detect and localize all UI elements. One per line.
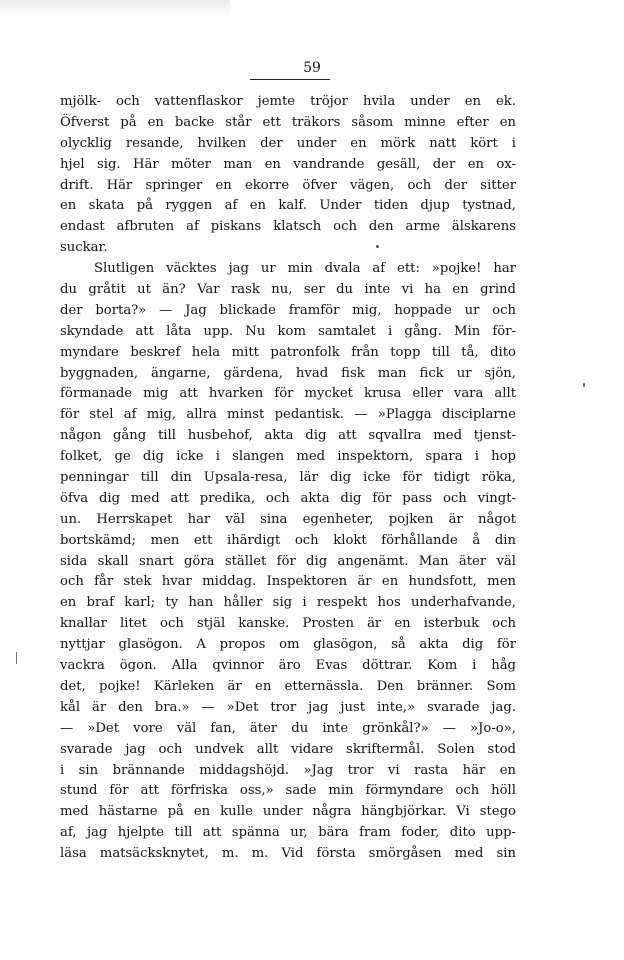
text-line: öfva dig med att predika, och akta dig för pass och vingt- [60, 490, 516, 506]
paragraph-start-line: Slutligen väcktes jag ur min dvala af ett: »pojke! har [94, 261, 516, 277]
text-line: med hästarne på en kulle under några hängbjörkar. Vi stego [60, 804, 516, 820]
text-line: endast afbruten af piskans klatsch och den arme älskarens [60, 219, 516, 235]
text-line: hjel sig. Här möter man en vandrande gesäll, der en ox- [60, 156, 516, 172]
text-line: du gråtit ut än? Var rask nu, ser du inte vi ha en grind [60, 282, 516, 298]
text-line: Öfverst på en backe står ett träkors såsom minne efter en [60, 114, 516, 130]
paragraph-end-line: suckar. [60, 240, 108, 256]
ink-speck [376, 245, 379, 248]
text-line: myndare beskref hela mitt patronfolk från topp till tå, dito [60, 344, 516, 360]
page-number: 59 [303, 60, 321, 76]
text-line: sida skall snart göra stället för dig angenämt. Man äter väl [60, 553, 516, 569]
text-line: förmanade mig att hvarken för mycket krusa eller vara allt [60, 386, 516, 402]
text-line: skyndade att låta upp. Nu kom samtalet i gång. Min för- [60, 323, 516, 339]
body-text [60, 92, 516, 865]
text-line: en braf karl; ty han håller sig i respekt hos underhafvande, [60, 595, 516, 611]
text-line: stund för att förfriska oss,» sade min förmyndare och höll [60, 783, 516, 799]
text-line: af, jag hjelpte till att spänna ur, bära fram foder, dito upp- [60, 825, 516, 841]
text-line: der borta?» — Jag blickade framför mig, hoppade ur och [60, 302, 516, 318]
header-rule [250, 79, 330, 80]
margin-mark [16, 652, 17, 664]
text-line: och får stek hvar middag. Inspektoren är en hundsfott, men [60, 574, 516, 590]
text-line: läsa matsäcksknytet, m. m. Vid första smörgåsen med sin [60, 846, 516, 862]
text-line: en skata på ryggen af en kalf. Under tiden djup tystnad, [60, 198, 516, 214]
text-line: byggnaden, ängarne, gärdena, hvad fisk man fick ur sjön, [60, 365, 516, 381]
text-line: olycklig resande, hvilken der under en mörk natt kört i [60, 135, 516, 151]
text-line: penningar till din Upsala-resa, lär dig icke för tidigt röka, [60, 470, 516, 486]
text-line: knallar litet och stjäl kanske. Prosten är en isterbuk och [60, 616, 516, 632]
text-line: i sin brännande middagshöjd. »Jag tror vi rasta här en [60, 762, 516, 778]
text-line: vackra ögon. Alla qvinnor äro Evas döttrar. Kom i håg [60, 658, 516, 674]
text-line: folket, ge dig icke i slangen med inspektorn, spara i hop [60, 449, 516, 465]
text-line: någon gång till husbehof, akta dig att sqvallra med tjenst- [60, 428, 516, 444]
text-line: — »Det vore väl fan, äter du inte grönkål?» — »Jo-o», [60, 720, 516, 736]
ink-speck [583, 383, 585, 387]
text-line: för stel af mig, allra minst pedantisk. — »Plagga disciplarne [60, 407, 516, 423]
text-line: bortskämd; men ett ihärdigt och klokt förhållande å din [60, 532, 516, 548]
text-line: nyttjar glasögon. A propos om glasögon, så akta dig för [60, 637, 516, 653]
scan-shadow [0, 0, 230, 14]
text-line: drift. Här springer en ekorre öfver vägen, och der sitter [60, 177, 516, 193]
text-line: det, pojke! Kärleken är en etternässla. Den bränner. Som [60, 678, 516, 694]
text-line: un. Herrskapet har väl sina egenheter, pojken är något [60, 511, 516, 527]
text-line: kål är den bra.» — »Det tror jag just inte,» svarade jag. [60, 699, 516, 715]
text-line: svarade jag och undvek allt vidare skriftermål. Solen stod [60, 741, 516, 757]
text-line: mjölk- och vattenflaskor jemte tröjor hvila under en ek. [60, 94, 516, 109]
